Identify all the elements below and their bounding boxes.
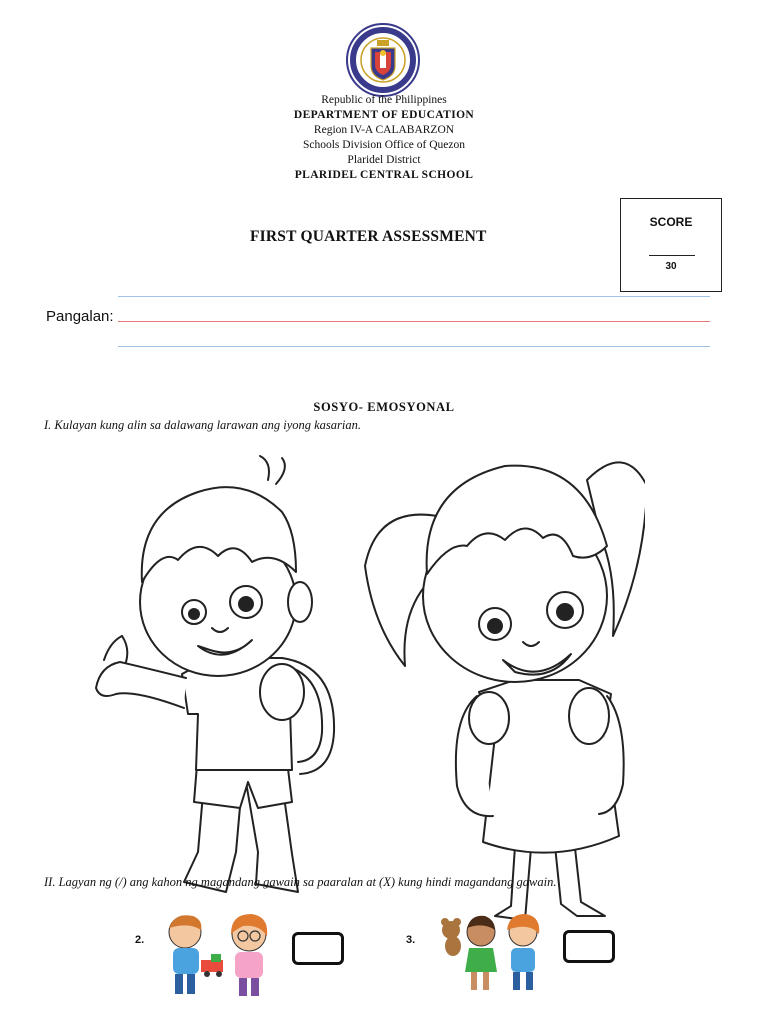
answer-box-2[interactable]	[292, 932, 344, 965]
instruction-1: I. Kulayan kung alin sa dalawang larawan ang iyong kasarian.	[44, 418, 362, 432]
deped-seal-icon	[345, 22, 421, 98]
instruction-2: II. Lagyan ng (/) ang kahon ng magandang gawain sa paaralan at (X) kung hindi magandang gawain.	[44, 875, 557, 889]
name-field[interactable]	[118, 321, 710, 322]
item-number-3: 3.	[406, 934, 416, 946]
region-line: Region IV-A CALABARZON	[313, 124, 455, 136]
score-box	[620, 198, 722, 292]
boy-coloring-illustration[interactable]	[86, 452, 346, 912]
school-line: PLARIDEL CENTRAL SCHOOL	[294, 169, 474, 181]
name-guide-line-top	[118, 296, 710, 297]
score-label: SCORE	[649, 215, 693, 229]
district-line: Plaridel District	[347, 154, 421, 166]
item-number-2: 2.	[135, 934, 145, 946]
department-line: DEPARTMENT OF EDUCATION	[293, 109, 475, 121]
score-blank-line	[649, 255, 695, 256]
name-label: Pangalan:	[46, 308, 114, 325]
section-title: SOSYO- EMOSYONAL	[313, 400, 455, 414]
country-line: Republic of the Philippines	[321, 94, 447, 106]
name-guide-line-bottom	[118, 346, 710, 347]
children-sharing-toy-illustration	[155, 910, 280, 1000]
answer-box-3[interactable]	[563, 930, 615, 963]
girl-coloring-illustration[interactable]	[355, 446, 645, 926]
children-playing-illustration	[437, 910, 549, 996]
score-total: 30	[665, 261, 677, 272]
assessment-title: FIRST QUARTER ASSESSMENT	[250, 228, 487, 245]
division-line: Schools Division Office of Quezon	[302, 139, 466, 151]
